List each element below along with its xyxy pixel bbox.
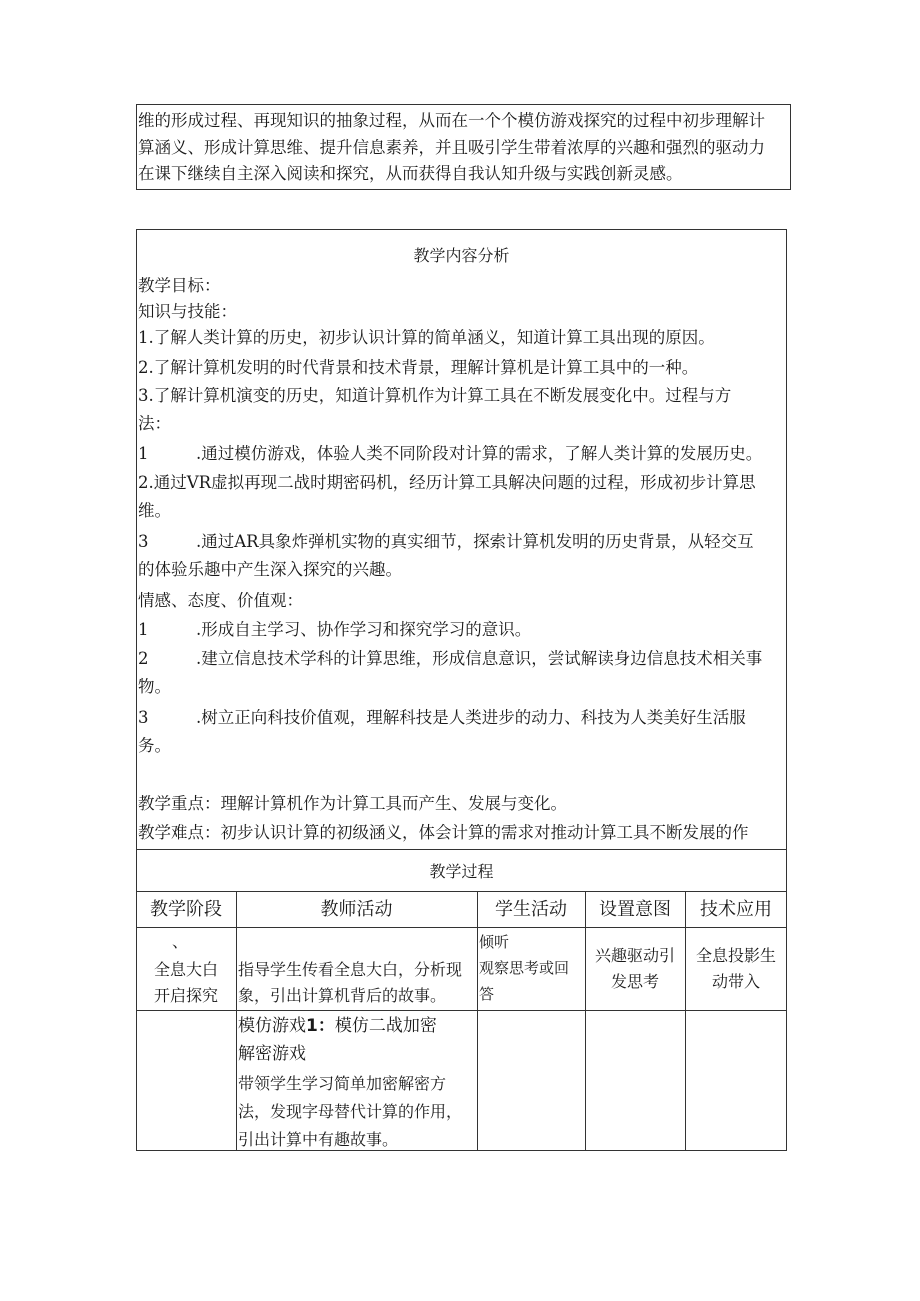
header-student: 学生活动 [495, 899, 567, 920]
key-point: 教学重点：理解计算机作为计算工具而产生、发展与变化。 [138, 794, 567, 813]
header-intent: 设置意图 [599, 899, 671, 920]
process-item-3-cont: 的体验乐趣中产生深入探究的兴趣。 [138, 560, 402, 579]
col-divider-2 [477, 891, 478, 1151]
tech-2: 动带入 [711, 972, 760, 991]
intro-line-3: 在课下继续自主深入阅读和探究，从而获得自我认知升级与实践创新灵感。 [138, 164, 683, 183]
game-title-a: 模仿游戏 [238, 1016, 306, 1036]
intent-2: 发思考 [610, 972, 659, 991]
game-desc-3: 引出计算中有趣故事。 [238, 1130, 399, 1149]
emotion-item-1: .形成自主学习、协作学习和探究学习的意识。 [196, 620, 532, 639]
student-activity-3: 答 [479, 985, 495, 1003]
intro-box [136, 104, 791, 190]
process-item-3: .通过AR具象炸弹机实物的真实细节，探索计算机发明的历史背景，从轻交互 [196, 532, 754, 551]
analysis-title: 教学内容分析 [413, 246, 510, 265]
game-title-cont: 解密游戏 [238, 1044, 306, 1064]
col-divider-4 [685, 891, 686, 1151]
process-item-2-cont: 维。 [138, 501, 171, 520]
process-title: 教学过程 [429, 862, 494, 881]
col-divider-3 [585, 891, 586, 1151]
teacher-activity-1: 指导学生传看全息大白，分析现 [238, 960, 463, 979]
intro-line-2: 算涵义、形成计算思维、提升信息素养，并且吸引学生带着浓厚的兴趣和强烈的驱动力 [138, 138, 765, 157]
emotion-item-2: .建立信息技术学科的计算思维，形成信息意识，尝试解读身边信息技术相关事 [196, 649, 763, 668]
process-item-1-num: 1 [138, 444, 149, 463]
tech-1: 全息投影生 [695, 946, 776, 965]
game-title-b: 模仿二战加密 [334, 1016, 437, 1036]
knowledge-heading: 知识与技能： [138, 302, 237, 321]
student-activity-2: 观察思考或回 [479, 959, 570, 977]
process-divider-title [136, 891, 787, 892]
emotion-item-3-num: 3 [138, 708, 149, 727]
emotion-heading: 情感、态度、价值观： [138, 591, 303, 610]
knowledge-item-1: 1.了解人类计算的历史，初步认识计算的简单涵义，知道计算工具出现的原因。 [138, 328, 715, 347]
emotion-item-2-cont: 物。 [138, 677, 171, 696]
emotion-item-3: .树立正向科技价值观，理解科技是人类进步的动力、科技为人类美好生活服 [196, 708, 746, 727]
game-desc-1: 带领学生学习简单加密解密方 [238, 1074, 447, 1093]
intro-line-1: 维的形成过程、再现知识的抽象过程，从而在一个个模仿游戏探究的过程中初步理解计 [138, 111, 765, 130]
stage-mark: 、 [172, 932, 189, 951]
stage-name-1: 全息大白 [153, 960, 218, 979]
difficulty: 教学难点：初步认识计算的初级涵义，体会计算的需求对推动计算工具不断发展的作 [138, 823, 749, 842]
game-title-num: 1： [306, 1016, 335, 1036]
col-divider-1 [236, 891, 237, 1151]
process-divider-header [136, 927, 787, 928]
process-divider-row1 [136, 1010, 787, 1011]
knowledge-item-3: 3.了解计算机演变的历史，知道计算机作为计算工具在不断发展变化中。过程与方 [138, 386, 732, 405]
stage-name-2: 开启探究 [153, 986, 218, 1005]
process-item-3-num: 3 [138, 532, 149, 551]
game-title [238, 1013, 437, 1039]
header-teacher: 教师活动 [320, 899, 393, 920]
teacher-activity-2: 象，引出计算机背后的故事。 [238, 986, 447, 1005]
knowledge-item-3-cont: 法： [138, 414, 171, 433]
emotion-item-2-num: 2 [138, 649, 149, 668]
knowledge-item-2: 2.了解计算机发明的时代背景和技术背景，理解计算机是计算工具中的一种。 [138, 358, 699, 377]
emotion-item-3-cont: 务。 [138, 736, 171, 755]
intent-1: 兴趣驱动引 [594, 946, 675, 965]
process-divider-top [136, 849, 787, 850]
process-item-2: 2.通过VR虚拟再现二战时期密码机，经历计算工具解决问题的过程，形成初步计算思 [138, 473, 756, 492]
header-stage: 教学阶段 [150, 899, 222, 920]
process-item-1: .通过模仿游戏，体验人类不同阶段对计算的需求，了解人类计算的发展历史。 [196, 444, 763, 463]
header-tech: 技术应用 [700, 899, 772, 920]
emotion-item-1-num: 1 [138, 620, 149, 639]
goals-heading: 教学目标： [138, 276, 221, 295]
student-activity-1: 倾听 [479, 933, 510, 951]
game-desc-2: 法，发现字母替代计算的作用， [238, 1102, 463, 1121]
